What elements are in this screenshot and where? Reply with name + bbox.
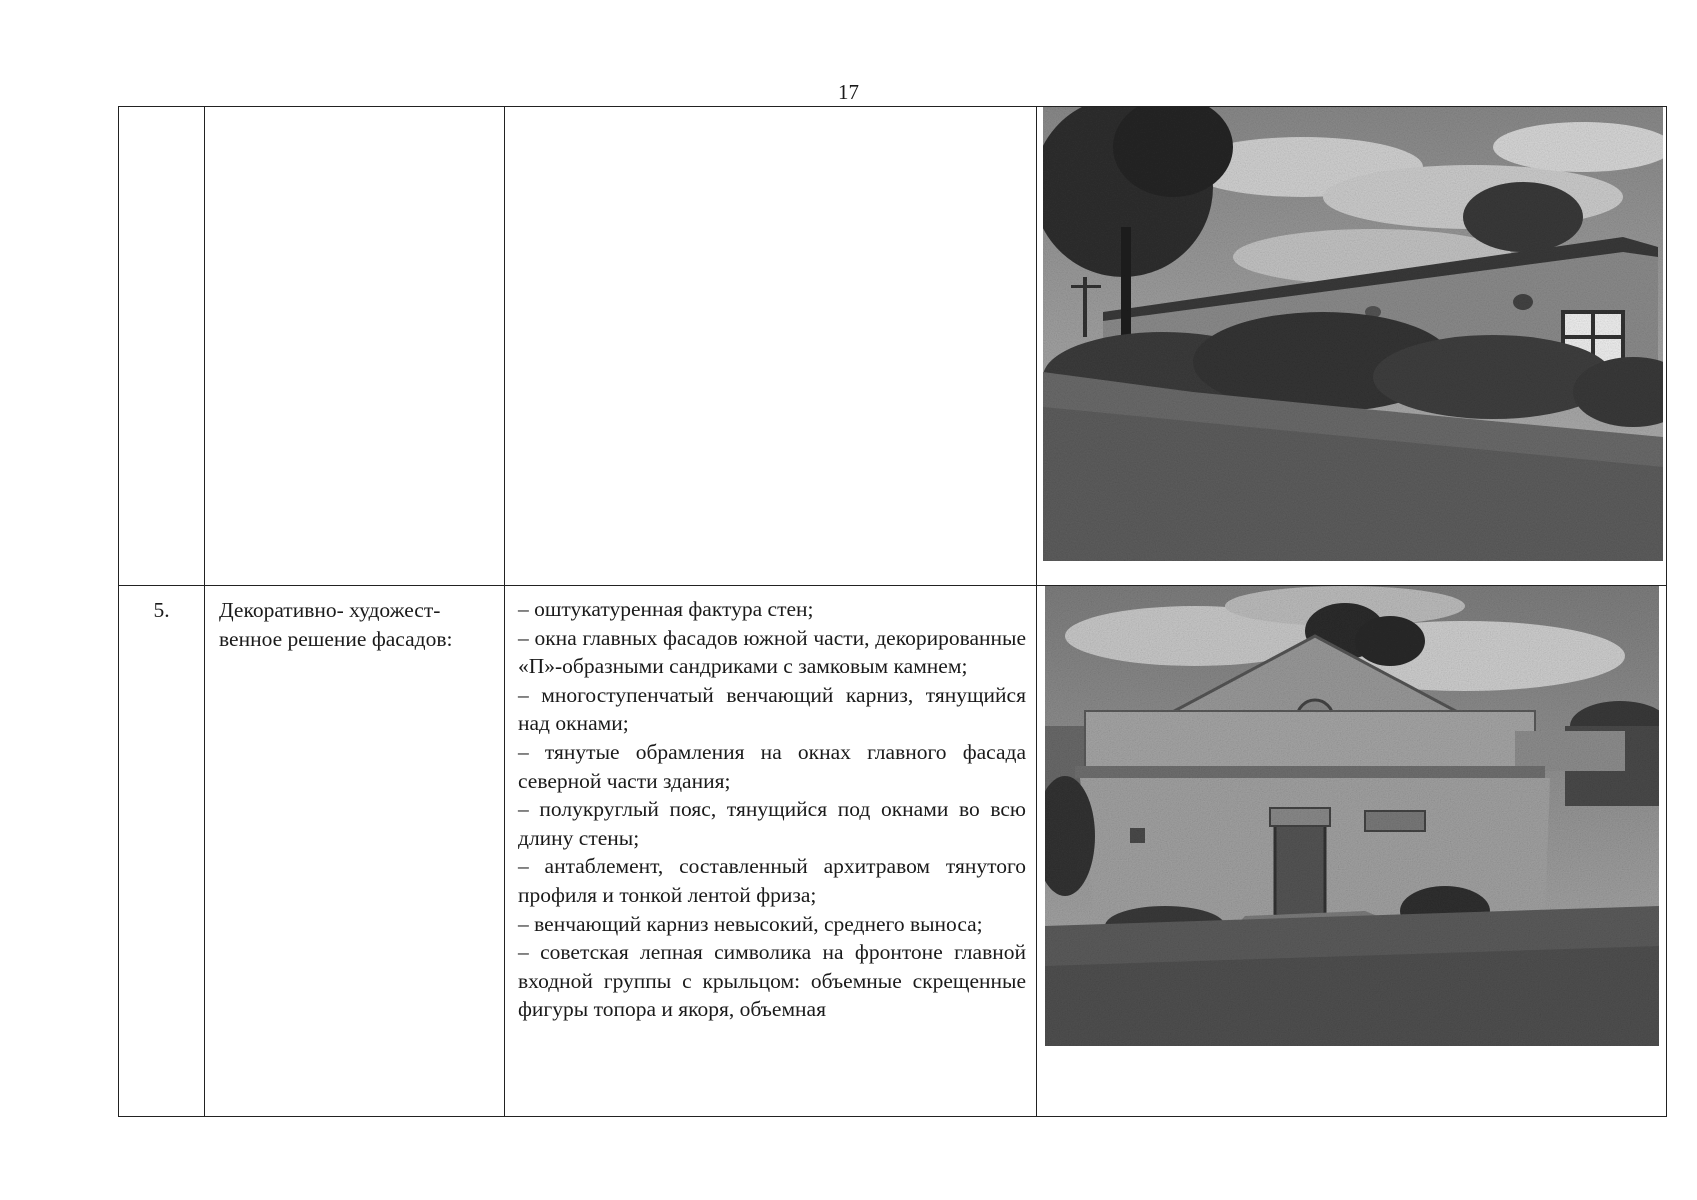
description-item: – оштукатуренная фактура стен; [518,597,814,621]
description-item: – венчающий карниз невысокий, среднего выноса; [518,911,983,936]
table-row [119,107,1667,586]
photo-cell [1037,586,1667,1117]
description-cell [505,107,1037,586]
description-item: – многоступенчатый венчающий карниз, тянущийся над окнами; [518,682,1026,736]
description-item: – тянутые обрамления на окнах главного фасада северной части здания; [518,739,1026,793]
row-number-cell: 5. [119,586,205,1117]
description-cell [505,586,1037,1117]
element-name-cell [205,586,505,1117]
photo-cell [1037,107,1667,586]
row-number-cell [119,107,205,586]
monument-elements-table [118,106,1667,1117]
table-row [119,586,1667,1117]
building-front-photo [1045,586,1659,1046]
building-side-photo [1043,107,1663,561]
element-name-cell [205,107,505,586]
description-item: – окна главных фасадов южной части, декорированные «П»-образными сандриками с замковым камнем; [518,625,1026,679]
description-item: – полукруглый пояс, тянущийся под окнами во всю длину стены; [518,797,1026,850]
element-name-line: Декоративно- художест- [219,598,441,622]
description-item: – антаблемент, составленный архитравом тянутого профиля и тонкой лентой фриза; [518,854,1026,907]
description-item: – советская лепная символика на фронтоне главной входной группы с крыльцом: объемные скрещенные фигуры топора и якоря, объемная [518,940,1026,1022]
element-name-line: венное решение фасадов: [219,626,453,651]
page-number: 17 [838,80,859,104]
